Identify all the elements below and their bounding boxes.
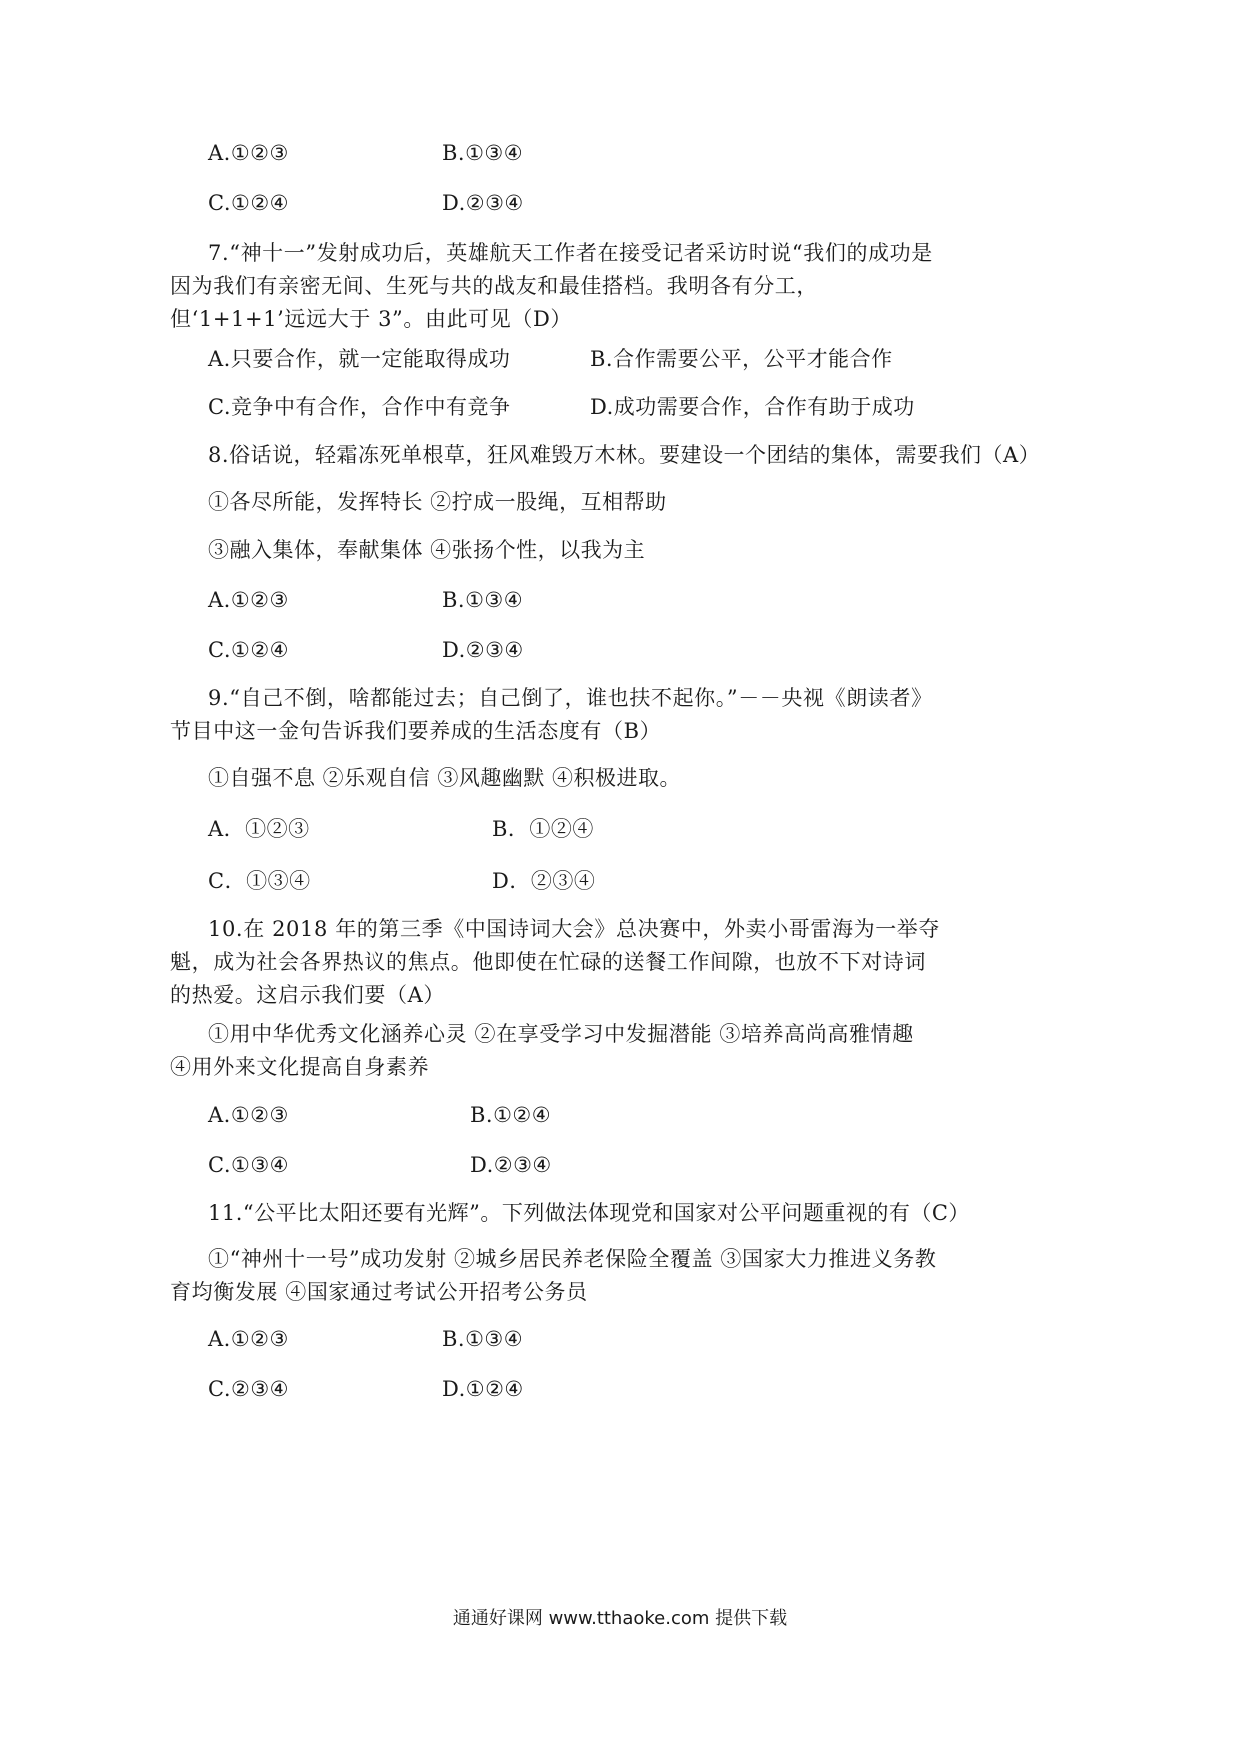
q10-statements: ①用中华优秀文化涵养心灵 ②在享受学习中发掘潜能 ③培养高尚高雅情趣 ④用外来文化提高自身素养 (170, 1022, 914, 1079)
q11-statements: ①“神州十一号”成功发射 ②城乡居民养老保险全覆盖 ③国家大力推进义务教育均衡发展 ④国家通过考试公开招考公务员 (170, 1247, 937, 1304)
q10-option-a: A.①②③ (208, 1103, 289, 1127)
q9-option-b: B．①②④ (492, 817, 594, 841)
q10-option-b: B.①②④ (470, 1103, 552, 1127)
q11-stem: 11.“公平比太阳还要有光辉”。下列做法体现党和国家对公平问题重视的有（C） (208, 1201, 970, 1225)
q11-option-b: B.①③④ (442, 1327, 524, 1351)
q6-option-d: D.②③④ (442, 191, 524, 215)
q9-option-c: C．①③④ (208, 869, 311, 893)
q8-option-c: C.①②④ (208, 638, 289, 662)
q8-stem: 8.俗话说，轻霜冻死单根草，狂风难毁万木林。要建设一个团结的集体，需要我们（A） (208, 443, 1041, 467)
page-footer: 通通好课网 www.tthaoke.com 提供下载 (452, 1608, 788, 1629)
q11-option-c: C.②③④ (208, 1377, 289, 1401)
q7-option-d: D.成功需要合作，合作有助于成功 (590, 395, 915, 419)
q7-option-a: A.只要合作，就一定能取得成功 (208, 347, 511, 371)
q9-option-d: D．②③④ (492, 869, 596, 893)
q6-option-a: A.①②③ (208, 141, 289, 165)
q9-stem: 9.“自己不倒，啥都能过去；自己倒了，谁也扶不起你。”－－央视《朗读者》节目中这一金句告诉我们要养成的生活态度有（B） (170, 686, 933, 743)
q6-option-c: C.①②④ (208, 191, 289, 215)
q11-option-d: D.①②④ (442, 1377, 524, 1401)
q7-option-b: B.合作需要公平，公平才能合作 (590, 347, 893, 371)
q7-stem: 7.“神十一”发射成功后，英雄航天工作者在接受记者采访时说“我们的成功是因为我们有亲密无间、生死与共的战友和最佳搭档。我明各有分工，但‘1+1+1’远远大于 3”。由此可见（D） (170, 241, 933, 331)
q10-option-d: D.②③④ (470, 1153, 552, 1177)
q7-option-c: C.竞争中有合作，合作中有竞争 (208, 395, 511, 419)
q10-stem: 10.在 2018 年的第三季《中国诗词大会》总决赛中，外卖小哥雷海为一举夺魁，成为社会各界热议的焦点。他即使在忙碌的送餐工作间隙，也放不下对诗词的热爱。这启示我们要（A） (170, 917, 940, 1007)
q8-statements-1-2: ①各尽所能，发挥特长 ②拧成一股绳，互相帮助 (208, 490, 667, 514)
q9-option-a: A．①②③ (208, 817, 310, 841)
q9-statements: ①自强不息 ②乐观自信 ③风趣幽默 ④积极进取。 (208, 766, 682, 790)
q8-option-a: A.①②③ (208, 588, 289, 612)
q10-option-c: C.①③④ (208, 1153, 289, 1177)
q8-option-b: B.①③④ (442, 588, 524, 612)
q8-option-d: D.②③④ (442, 638, 524, 662)
q11-option-a: A.①②③ (208, 1327, 289, 1351)
q8-statements-3-4: ③融入集体，奉献集体 ④张扬个性，以我为主 (208, 538, 646, 562)
q6-option-b: B.①③④ (442, 141, 524, 165)
